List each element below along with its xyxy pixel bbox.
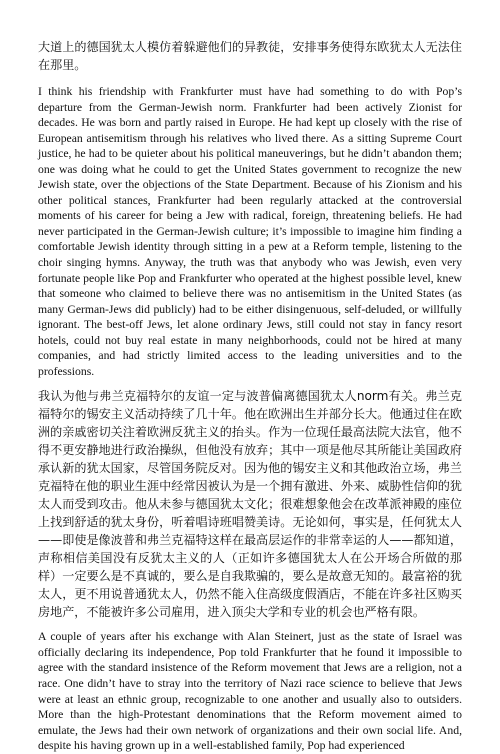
paragraph-chinese-frankfurter: 我认为他与弗兰克福特尔的友谊一定与波普偏离德国犹太人norm有关。弗兰克福特尔的锡安主义活动持续了几十年。他在欧洲出生并部分长大。他通过住在欧洲的亲戚密切关注着欧洲反犹主义的抬头。作为一位现任最高法院大法官，他不得不更安静地进行政治操纵，但他没有放弃；其中一项是他尽其所能让美国政府承认新的犹太国家，尽管国务院反对。因为他的锡安主义和其他政治立场，弗兰克福特在他的职业生涯中经常因被认为是一个拥有激进、外来、威胁性信仰的犹太人而受到攻击。他从未参与德国犹太文化；很难想象他会在改革派神殿的座位上找到舒适的犹太身份，听着唱诗班唱赞美诗。无论如何，事实是，任何犹太人——即使是像波普和弗兰克福特这样在最高层运作的非常幸运的人——都知道，声称相信美国没有反犹太主义的人（正如许多德国犹太人在公开场合所做的那样）一定要么是不真诚的，要么是自我欺骗的，要么是故意无知的。最富裕的犹太人，更不用说普通犹太人，仍然不能入住高级度假酒店，不能在许多社区购买房地产，不能被许多公司雇用，进入顶尖大学和专业的机会也严格有限。 bbox=[38, 389, 462, 620]
paragraph-english-frankfurter: I think his friendship with Frankfurter must have had something to do with Pop’s departure from the German-Jewish norm. Frankfurter had been actively Zionist for decades. He was born and partly raised in Europe. He had kept up closely with the rise of European antisemitism through his relatives who lived there. As a sitting Supreme Court justice, he had to be quieter about his political maneuverings, but he didn’t abandon them; one was doing what he could to get the United States government to recognize the new Jewish state, over the objections of the State Department. Because of his Zionism and his other political stances, Frankfurter had been regularly attacked at the controversial moments of his career for being a Jew with radical, foreign, threatening beliefs. He had never participated in the German-Jewish culture; it’s impossible to imagine him finding a comfortable Jewish identity through sitting in a pew at a Reform temple, listening to the choir singing hymns. Anyway, the truth was that anybody who was Jewish, even very fortunate people like Pop and Frankfurter who operated at the highest possible level, knew that someone who claimed to believe there was no antisemitism in the United States (as many German-Jews did publicly) had to be either disingenuous, self-deluded, or willfully ignorant. The best-off Jews, let alone ordinary Jews, still could not stay in fancy resort hotels, could not buy real estate in many neighborhoods, could not be hired at many companies, and had strictly limited access to the leading universities and to the professions. bbox=[38, 85, 462, 378]
paragraph-chinese-intro: 大道上的德国犹太人模仿着躲避他们的异教徒，安排事务使得东欧犹太人无法住在那里。 bbox=[38, 40, 462, 72]
paragraph-english-steinert: A couple of years after his exchange with Alan Steinert, just as the state of Israel was officially declaring its independence, Pop told Frankfurter that he found it impossible to agree with the standard insistence of the Reform movement that Jews are a religion, not a race. One didn’t have to stray into the territory of Nazi race science to believe that Jews were at least an ethnic group, recognizable to one another and usually also to outsiders. More than the high-Protestant denominations that the Reform movement aimed to emulate, the Jews had their own network of organizations and their own social life. And, despite his having grown up in a well-established family, Pop had experienced bbox=[38, 630, 462, 753]
